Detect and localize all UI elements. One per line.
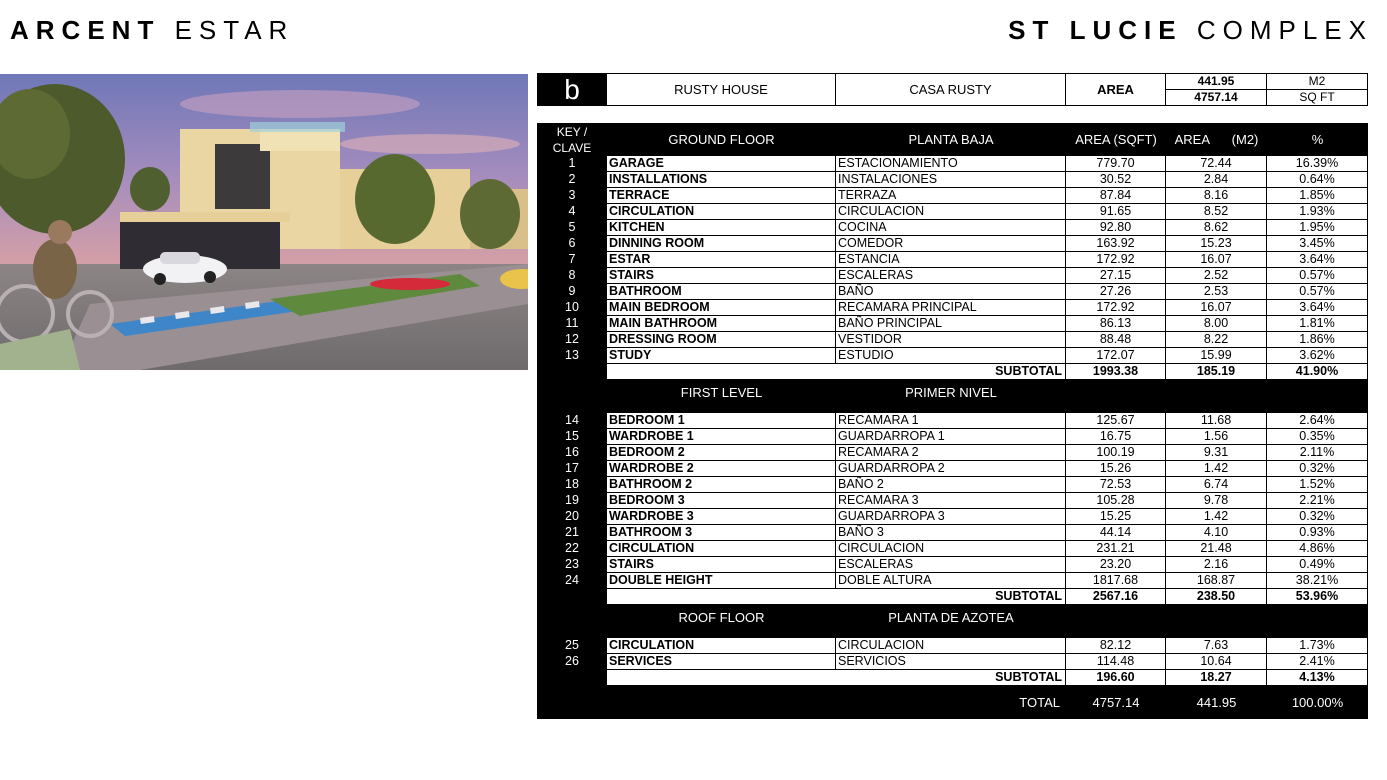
room-area-sqft: 16.75 [1066, 429, 1166, 445]
subtotal-pct: 4.13% [1267, 670, 1368, 686]
room-percent: 0.93% [1267, 525, 1368, 541]
room-area-sqft: 30.52 [1066, 172, 1166, 188]
subtotal-label: SUBTOTAL [607, 670, 1066, 686]
room-percent: 38.21% [1267, 573, 1368, 589]
room-name-es: GUARDARROPA 2 [836, 461, 1066, 477]
room-name-en: DRESSING ROOM [607, 332, 836, 348]
room-area-sqft: 86.13 [1066, 316, 1166, 332]
room-name-es: RECAMARA 3 [836, 493, 1066, 509]
roof-floor-title-row [537, 605, 1368, 638]
subtotal-sqft: 1993.38 [1066, 364, 1166, 380]
room-area-m2: 16.07 [1166, 300, 1267, 316]
total-pct: 100.00% [1291, 695, 1344, 710]
room-name-en: ESTAR [607, 252, 836, 268]
room-name-es: RECAMARA PRINCIPAL [836, 300, 1066, 316]
room-area-m2: 2.16 [1166, 557, 1267, 573]
room-area-sqft: 82.12 [1066, 638, 1166, 654]
subtotal-key-spacer [537, 670, 607, 686]
row-key: 21 [537, 525, 607, 541]
room-area-m2: 16.07 [1166, 252, 1267, 268]
room-percent: 1.73% [1267, 638, 1368, 654]
row-key: 19 [537, 493, 607, 509]
room-name-es: BAÑO [836, 284, 1066, 300]
subtotal-pct: 41.90% [1267, 364, 1368, 380]
room-area-sqft: 105.28 [1066, 493, 1166, 509]
title-spacer [1166, 380, 1267, 413]
area-m2-header-b: (M2) [1231, 132, 1259, 147]
room-area-sqft: 779.70 [1066, 156, 1166, 172]
room-area-m2: 2.53 [1166, 284, 1267, 300]
room-name-es: ESCALERAS [836, 557, 1066, 573]
room-area-sqft: 1817.68 [1066, 573, 1166, 589]
subtotal-m2: 238.50 [1166, 589, 1267, 605]
row-key: 16 [537, 445, 607, 461]
subtotal-sqft: 196.60 [1066, 670, 1166, 686]
room-name-es: CIRCULACION [836, 204, 1066, 220]
room-area-m2: 168.87 [1166, 573, 1267, 589]
room-area-m2: 8.52 [1166, 204, 1267, 220]
house-letter: b [537, 73, 607, 106]
ground-floor-rows [537, 156, 1368, 380]
title-spacer [1166, 605, 1267, 638]
column-header-row [537, 123, 1368, 156]
row-key: 18 [537, 477, 607, 493]
key-header-line1: KEY / [556, 125, 588, 139]
room-name-es: BAÑO PRINCIPAL [836, 316, 1066, 332]
row-key: 10 [537, 300, 607, 316]
room-name-en: WARDROBE 2 [607, 461, 836, 477]
room-area-sqft: 23.20 [1066, 557, 1166, 573]
house-name-en: RUSTY HOUSE [607, 73, 836, 106]
room-name-es: ESTACIONAMIENTO [836, 156, 1066, 172]
room-name-es: VESTIDOR [836, 332, 1066, 348]
room-area-m2: 15.99 [1166, 348, 1267, 364]
room-name-en: BATHROOM 3 [607, 525, 836, 541]
room-name-en: DOUBLE HEIGHT [607, 573, 836, 589]
room-percent: 2.41% [1267, 654, 1368, 670]
row-key: 17 [537, 461, 607, 477]
room-area-sqft: 231.21 [1066, 541, 1166, 557]
first-level-title-es: PRIMER NIVEL [905, 385, 997, 400]
room-area-m2: 1.42 [1166, 461, 1267, 477]
room-name-en: TERRACE [607, 188, 836, 204]
room-percent: 3.64% [1267, 300, 1368, 316]
room-percent: 3.64% [1267, 252, 1368, 268]
room-name-es: CIRCULACION [836, 541, 1066, 557]
room-percent: 1.86% [1267, 332, 1368, 348]
house-name-es: CASA RUSTY [836, 73, 1066, 106]
row-key: 12 [537, 332, 607, 348]
ground-floor-title-es: PLANTA BAJA [908, 132, 994, 147]
row-key: 5 [537, 220, 607, 236]
room-name-es: ESTANCIA [836, 252, 1066, 268]
total-spacer [537, 686, 607, 719]
room-area-m2: 2.52 [1166, 268, 1267, 284]
row-key: 9 [537, 284, 607, 300]
room-area-m2: 21.48 [1166, 541, 1267, 557]
room-area-sqft: 172.07 [1066, 348, 1166, 364]
subtotal-key-spacer [537, 589, 607, 605]
room-name-en: BATHROOM [607, 284, 836, 300]
room-percent: 1.52% [1267, 477, 1368, 493]
area-schedule-table [537, 73, 1368, 719]
first-level-rows [537, 413, 1368, 605]
room-name-es: CIRCULACION [836, 638, 1066, 654]
room-name-en: MAIN BATHROOM [607, 316, 836, 332]
title-spacer [1066, 605, 1166, 638]
room-name-es: GUARDARROPA 1 [836, 429, 1066, 445]
room-name-es: GUARDARROPA 3 [836, 509, 1066, 525]
room-percent: 0.32% [1267, 509, 1368, 525]
room-percent: 0.49% [1267, 557, 1368, 573]
room-area-m2: 15.23 [1166, 236, 1267, 252]
room-area-sqft: 27.26 [1066, 284, 1166, 300]
area-m2-header [1166, 123, 1267, 156]
room-area-m2: 9.78 [1166, 493, 1267, 509]
row-key: 23 [537, 557, 607, 573]
unit-m2: M2 [1267, 74, 1367, 90]
row-key: 1 [537, 156, 607, 172]
room-area-m2: 1.56 [1166, 429, 1267, 445]
row-key: 24 [537, 573, 607, 589]
room-name-es: ESTUDIO [836, 348, 1066, 364]
room-percent: 1.95% [1267, 220, 1368, 236]
row-key: 20 [537, 509, 607, 525]
room-name-en: GARAGE [607, 156, 836, 172]
row-key: 6 [537, 236, 607, 252]
summary-header [537, 73, 1368, 106]
row-key: 22 [537, 541, 607, 557]
roof-floor-title-en: ROOF FLOOR [678, 610, 765, 625]
row-key: 26 [537, 654, 607, 670]
room-area-m2: 9.31 [1166, 445, 1267, 461]
row-key: 14 [537, 413, 607, 429]
subtotal-pct: 53.96% [1267, 589, 1368, 605]
room-percent: 0.32% [1267, 461, 1368, 477]
room-name-es: BAÑO 2 [836, 477, 1066, 493]
room-area-sqft: 15.26 [1066, 461, 1166, 477]
subtotal-key-spacer [537, 364, 607, 380]
room-name-es: SERVICIOS [836, 654, 1066, 670]
subtotal-m2: 185.19 [1166, 364, 1267, 380]
room-name-es: DOBLE ALTURA [836, 573, 1066, 589]
area-sqft-header: AREA (SQFT) [1075, 132, 1157, 147]
first-level-title-row [537, 380, 1368, 413]
room-percent: 2.64% [1267, 413, 1368, 429]
row-key: 3 [537, 188, 607, 204]
area-sqft-value: 4757.14 [1194, 90, 1238, 104]
room-name-en: BEDROOM 2 [607, 445, 836, 461]
room-percent: 1.81% [1267, 316, 1368, 332]
room-name-en: KITCHEN [607, 220, 836, 236]
area-m2-header-a: AREA [1174, 132, 1210, 147]
room-area-sqft: 15.25 [1066, 509, 1166, 525]
room-area-sqft: 72.53 [1066, 477, 1166, 493]
title-spacer [537, 605, 607, 638]
room-percent: 2.21% [1267, 493, 1368, 509]
area-m2-value: 441.95 [1166, 74, 1266, 90]
row-key: 7 [537, 252, 607, 268]
brand-left-light: ESTAR [174, 15, 295, 45]
row-key: 13 [537, 348, 607, 364]
room-name-en: BEDROOM 1 [607, 413, 836, 429]
ground-floor-title-en: GROUND FLOOR [668, 132, 775, 147]
brand-right-light: COMPLEX [1196, 15, 1373, 45]
total-sqft: 4757.14 [1092, 695, 1140, 710]
subtotal-label: SUBTOTAL [607, 364, 1066, 380]
room-area-sqft: 100.19 [1066, 445, 1166, 461]
room-area-sqft: 125.67 [1066, 413, 1166, 429]
row-key: 8 [537, 268, 607, 284]
room-percent: 0.64% [1267, 172, 1368, 188]
key-header [537, 123, 607, 156]
room-percent: 1.85% [1267, 188, 1368, 204]
room-percent: 4.86% [1267, 541, 1368, 557]
row-key: 11 [537, 316, 607, 332]
room-area-sqft: 91.65 [1066, 204, 1166, 220]
room-area-m2: 7.63 [1166, 638, 1267, 654]
room-name-en: MAIN BEDROOM [607, 300, 836, 316]
total-m2: 441.95 [1196, 695, 1237, 710]
row-key: 4 [537, 204, 607, 220]
total-label: TOTAL [1019, 695, 1060, 710]
total-row [537, 686, 1368, 719]
title-spacer [1267, 605, 1368, 638]
room-area-m2: 6.74 [1166, 477, 1267, 493]
area-units [1267, 73, 1368, 106]
room-name-es: RECAMARA 2 [836, 445, 1066, 461]
percent-header: % [1311, 132, 1324, 147]
roof-floor-rows [537, 638, 1368, 686]
room-name-es: ESCALERAS [836, 268, 1066, 284]
room-area-sqft: 44.14 [1066, 525, 1166, 541]
title-spacer [537, 380, 607, 413]
room-percent: 0.57% [1267, 284, 1368, 300]
title-spacer [1267, 380, 1368, 413]
room-area-sqft: 87.84 [1066, 188, 1166, 204]
room-name-en: WARDROBE 1 [607, 429, 836, 445]
subtotal-sqft: 2567.16 [1066, 589, 1166, 605]
row-key: 15 [537, 429, 607, 445]
room-area-m2: 10.64 [1166, 654, 1267, 670]
room-area-sqft: 88.48 [1066, 332, 1166, 348]
room-percent: 2.11% [1267, 445, 1368, 461]
room-name-en: STUDY [607, 348, 836, 364]
brand-right-title [1008, 14, 1373, 46]
unit-sqft: SQ FT [1299, 90, 1335, 104]
render-illustration [0, 74, 528, 370]
spacer [537, 106, 1368, 123]
room-name-en: DINNING ROOM [607, 236, 836, 252]
room-name-es: RECAMARA 1 [836, 413, 1066, 429]
room-percent: 3.62% [1267, 348, 1368, 364]
room-percent: 0.35% [1267, 429, 1368, 445]
subtotal-label: SUBTOTAL [607, 589, 1066, 605]
room-area-m2: 4.10 [1166, 525, 1267, 541]
brand-left-title [10, 14, 294, 46]
room-name-es: COCINA [836, 220, 1066, 236]
room-area-m2: 8.22 [1166, 332, 1267, 348]
room-name-en: INSTALLATIONS [607, 172, 836, 188]
key-header-line2: CLAVE [552, 141, 592, 155]
room-area-m2: 2.84 [1166, 172, 1267, 188]
room-name-es: BAÑO 3 [836, 525, 1066, 541]
subtotal-m2: 18.27 [1166, 670, 1267, 686]
room-name-en: CIRCULATION [607, 541, 836, 557]
area-values [1166, 73, 1267, 106]
roof-floor-title-es: PLANTA DE AZOTEA [888, 610, 1014, 625]
room-name-en: STAIRS [607, 268, 836, 284]
room-area-m2: 11.68 [1166, 413, 1267, 429]
room-area-sqft: 27.15 [1066, 268, 1166, 284]
room-name-en: WARDROBE 3 [607, 509, 836, 525]
room-area-sqft: 114.48 [1066, 654, 1166, 670]
area-label: AREA [1066, 73, 1166, 106]
brand-right-bold: ST LUCIE [1008, 15, 1183, 45]
room-name-es: INSTALACIONES [836, 172, 1066, 188]
room-name-es: TERRAZA [836, 188, 1066, 204]
room-name-en: STAIRS [607, 557, 836, 573]
room-area-sqft: 172.92 [1066, 300, 1166, 316]
room-name-en: BATHROOM 2 [607, 477, 836, 493]
room-area-m2: 1.42 [1166, 509, 1267, 525]
title-spacer [1066, 380, 1166, 413]
room-area-m2: 8.00 [1166, 316, 1267, 332]
first-level-title-en: FIRST LEVEL [680, 385, 763, 400]
room-name-en: CIRCULATION [607, 204, 836, 220]
room-percent: 1.93% [1267, 204, 1368, 220]
room-area-m2: 8.16 [1166, 188, 1267, 204]
row-key: 25 [537, 638, 607, 654]
room-name-es: COMEDOR [836, 236, 1066, 252]
room-name-en: BEDROOM 3 [607, 493, 836, 509]
room-area-m2: 8.62 [1166, 220, 1267, 236]
room-area-m2: 72.44 [1166, 156, 1267, 172]
room-area-sqft: 163.92 [1066, 236, 1166, 252]
brand-left-bold: ARCENT [10, 15, 161, 45]
room-percent: 3.45% [1267, 236, 1368, 252]
room-name-en: CIRCULATION [607, 638, 836, 654]
row-key: 2 [537, 172, 607, 188]
room-percent: 16.39% [1267, 156, 1368, 172]
room-area-sqft: 172.92 [1066, 252, 1166, 268]
house-render-image [0, 74, 528, 370]
room-percent: 0.57% [1267, 268, 1368, 284]
room-name-en: SERVICES [607, 654, 836, 670]
room-area-sqft: 92.80 [1066, 220, 1166, 236]
